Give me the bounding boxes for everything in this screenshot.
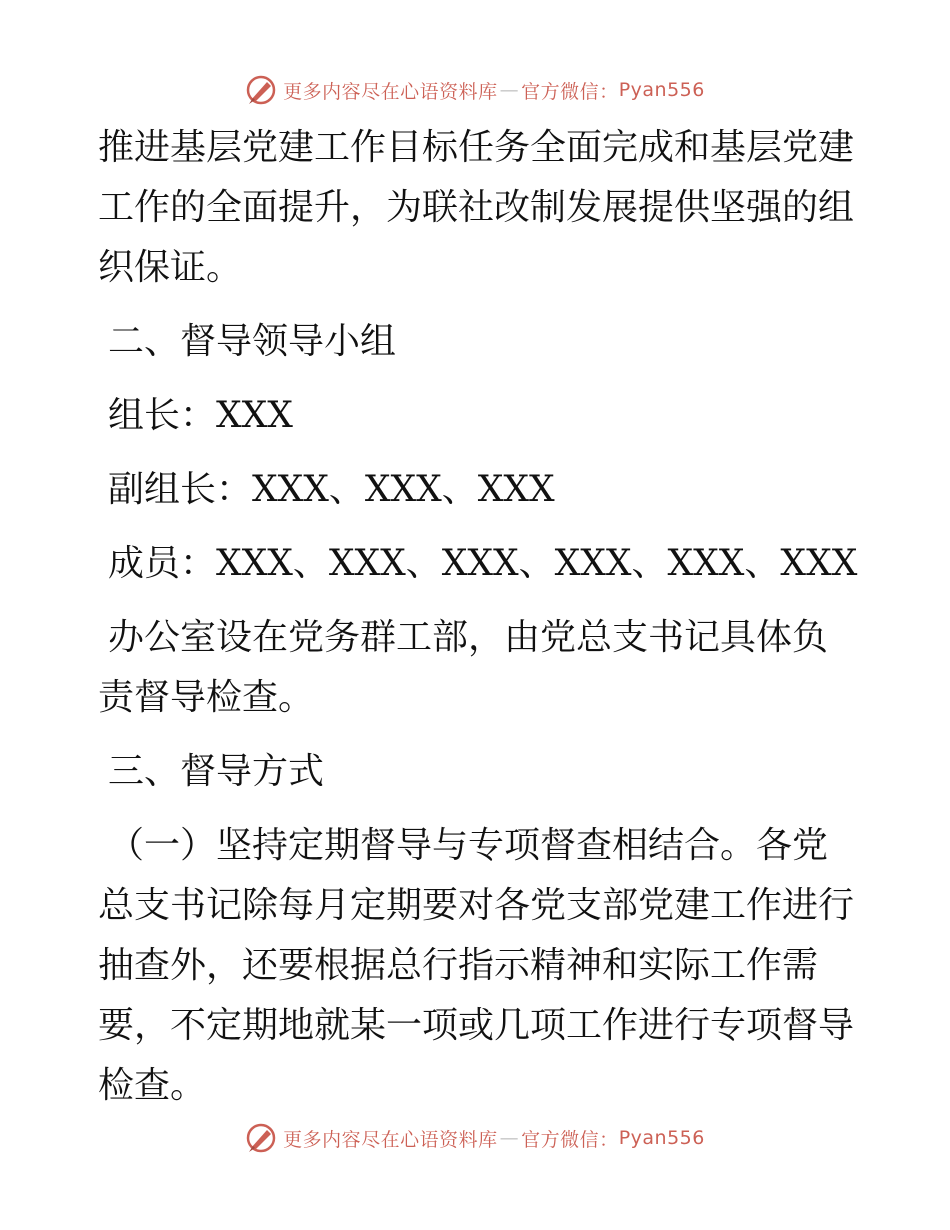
watermark-dash: — xyxy=(499,1127,520,1149)
leader-line: 组长：XXX xyxy=(108,395,293,436)
deputy-line: 副组长：XXX、XXX、XXX xyxy=(108,469,555,510)
paragraph-intro: 推进基层党建工作目标任务全面完成和基层党建工作的全面提升，为联社改制发展提供坚强的组织保证。 xyxy=(98,127,855,288)
members-line: 成员：XXX、XXX、XXX、XXX、XXX、XXX xyxy=(108,543,858,584)
watermark-wechat-label: 官方微信： xyxy=(521,1128,619,1151)
document-body xyxy=(98,118,858,1116)
watermark-wechat-label: 官方微信： xyxy=(521,80,619,103)
watermark-dash: — xyxy=(499,79,520,101)
watermark-site: 更多内容尽在心语资料库 xyxy=(283,1128,498,1151)
watermark-site: 更多内容尽在心语资料库 xyxy=(283,80,498,103)
pen-logo-icon xyxy=(245,74,277,106)
footer-watermark xyxy=(0,1118,950,1158)
pen-logo-icon xyxy=(245,1122,277,1154)
paragraph-item-1: （一）坚持定期督导与专项督查相结合。各党总支书记除每月定期要对各党支部党建工作进行抽查外，还要根据总行指示精神和实际工作需要，不定期地就某一项或几项工作进行专项督导检查。 xyxy=(98,825,855,1106)
watermark-wechat-id: Pyan556 xyxy=(618,79,705,101)
watermark-wechat-id: Pyan556 xyxy=(618,1127,705,1149)
header-watermark xyxy=(0,70,950,110)
section-heading-3: 三、督导方式 xyxy=(108,751,325,792)
paragraph-office: 办公室设在党务群工部，由党总支书记具体负责督导检查。 xyxy=(98,617,829,718)
section-heading-2: 二、督导领导小组 xyxy=(108,321,397,362)
